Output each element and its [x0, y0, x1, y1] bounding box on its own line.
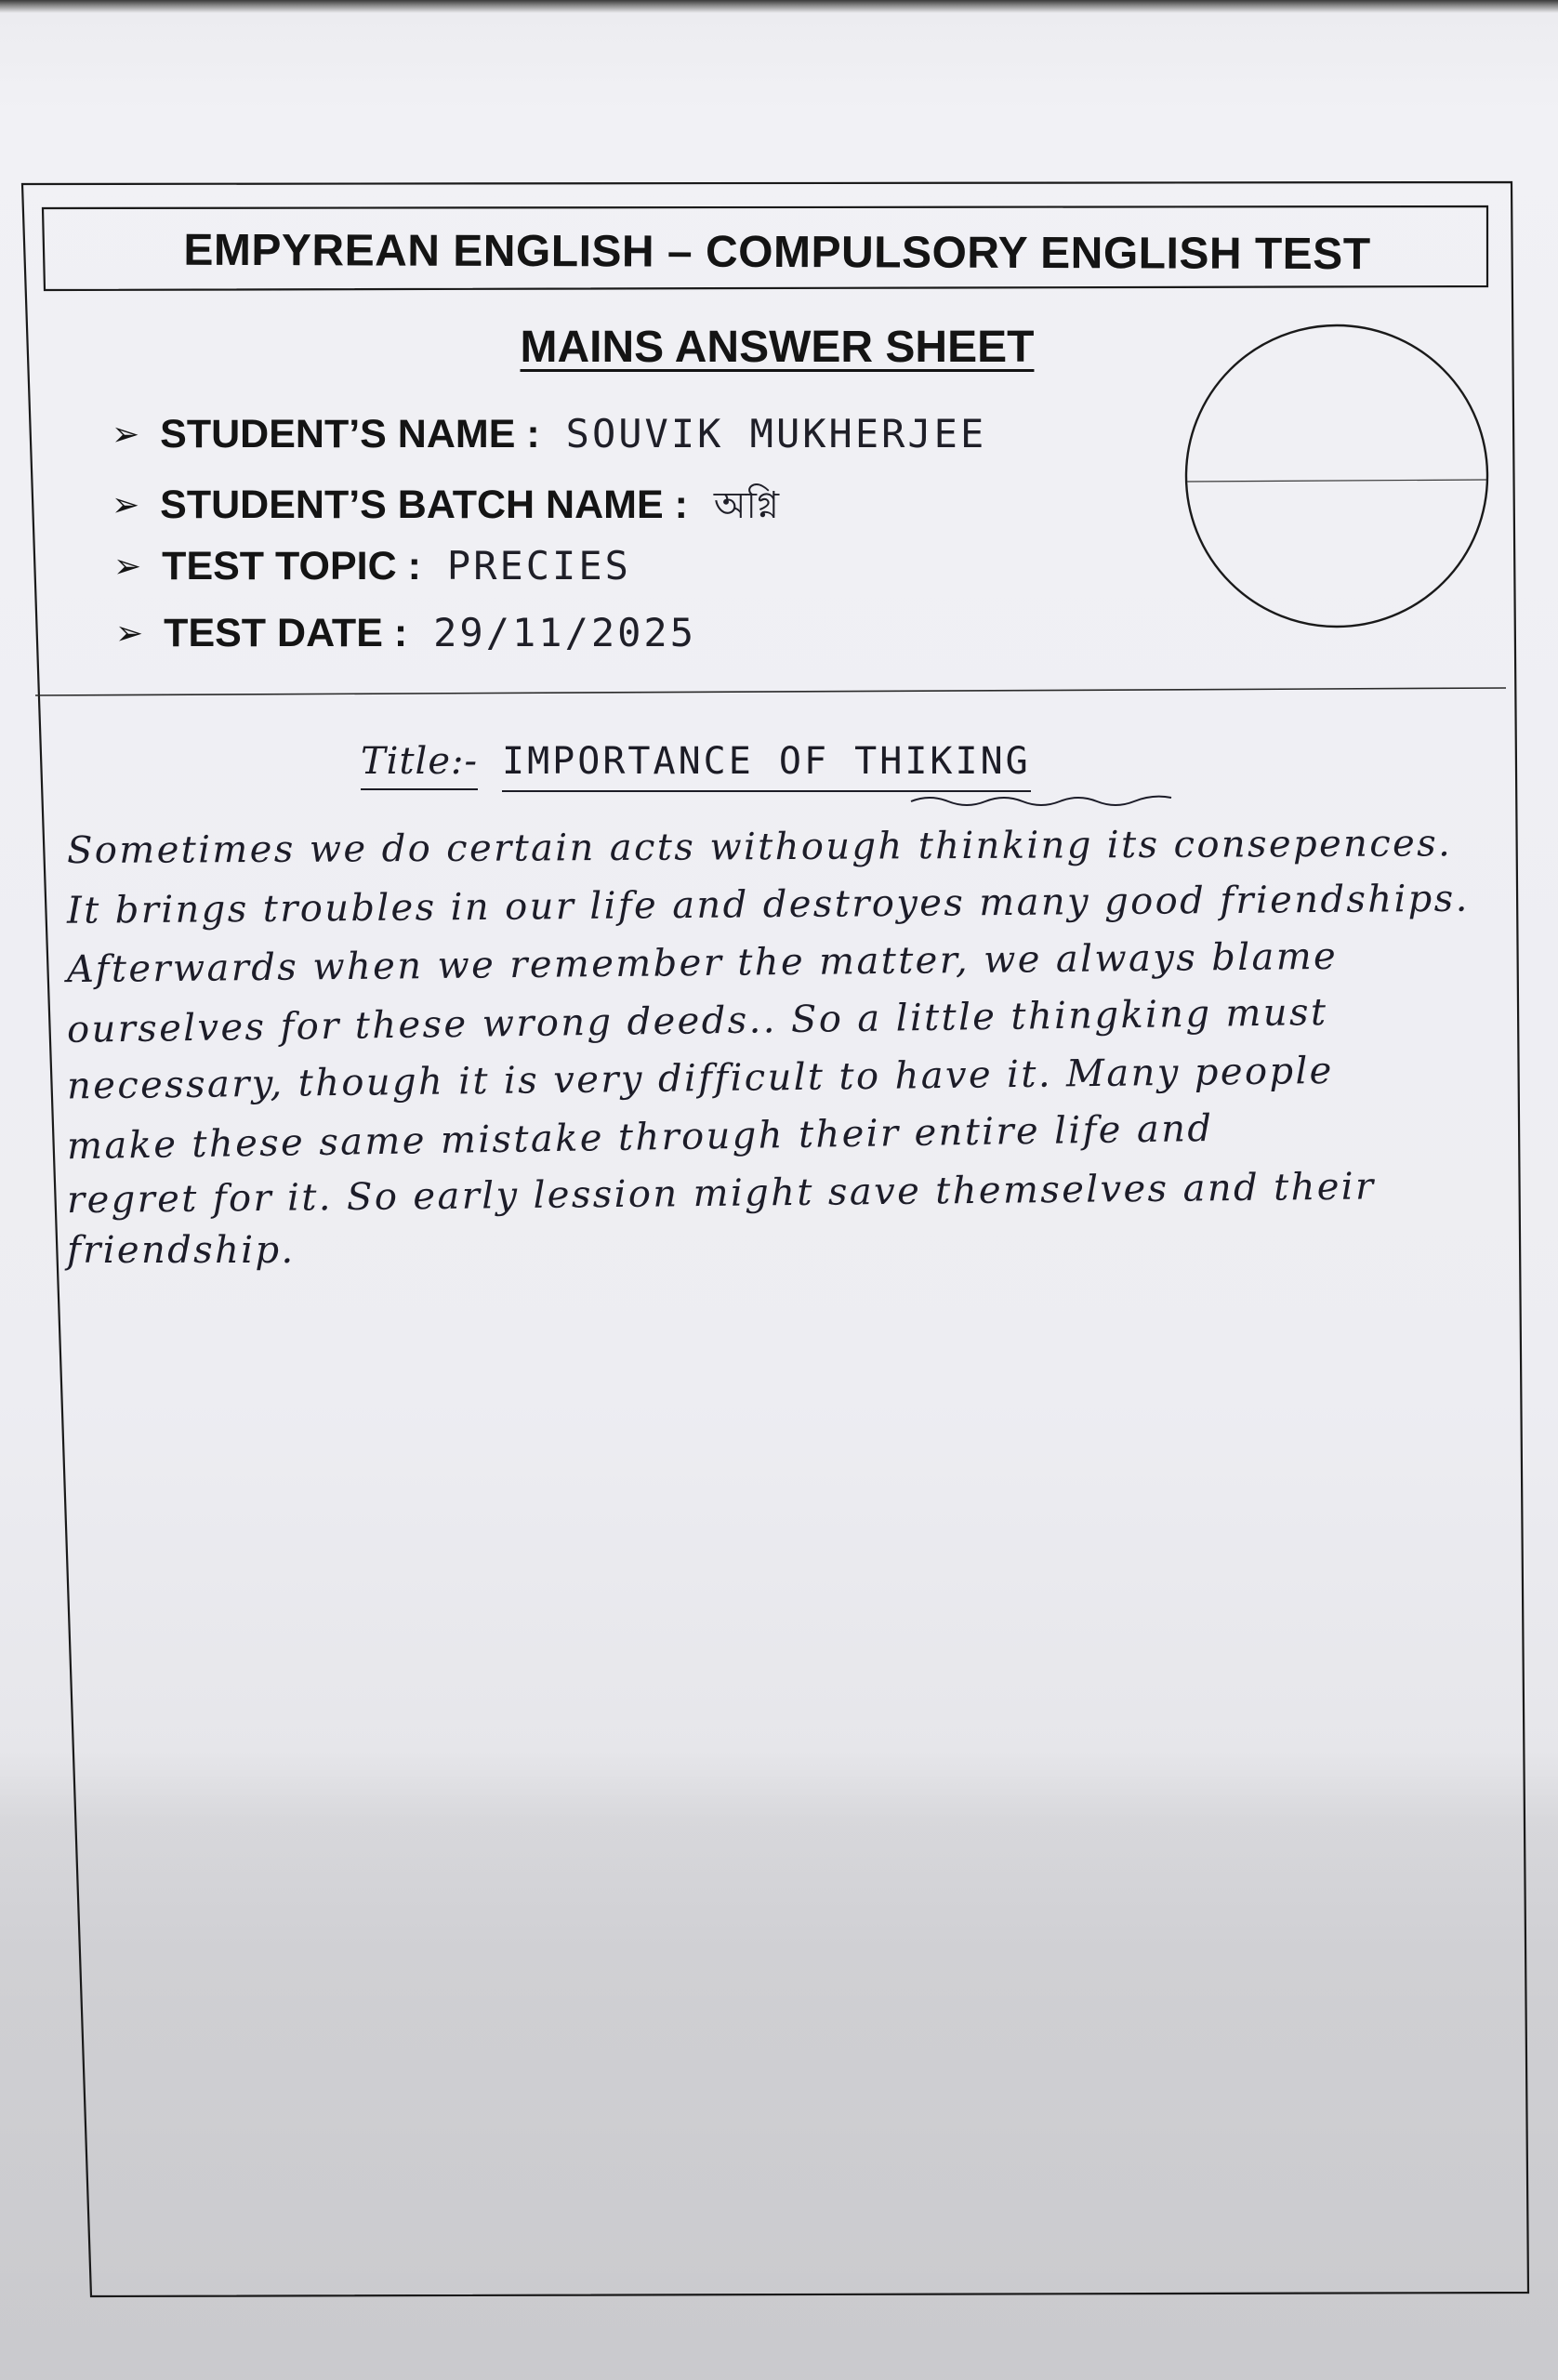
test-topic-label: TEST TOPIC : — [162, 544, 421, 588]
essay-line: Afterwards when we remember the matter, we always blame — [66, 934, 1339, 992]
essay-line: Sometimes we do certain acts withough thinking its consepences. — [66, 822, 1453, 873]
essay-title-value: IMPORTANCE OF THIKING — [502, 740, 1031, 792]
batch-name-field — [112, 476, 779, 538]
student-name-field — [112, 411, 986, 457]
essay-title-label: Title:- — [361, 740, 478, 790]
arrow-bullet-icon: ➢ — [112, 486, 140, 524]
essay-body — [67, 818, 1517, 1279]
essay-line: regret for it. So early lession might save themselves and their — [66, 1165, 1376, 1223]
test-date-field — [115, 610, 696, 656]
essay-line: necessary, though it is very difficult to have it. Many people — [66, 1049, 1334, 1108]
batch-name-value: অগ্নি — [713, 484, 780, 527]
sheet-subtitle-text: MAINS ANSWER SHEET — [520, 323, 1035, 372]
arrow-bullet-icon: ➢ — [113, 548, 142, 586]
test-topic-value: PRECIES — [446, 543, 631, 588]
essay-line: It brings troubles in our life and destroyes many good friendships. — [66, 877, 1470, 932]
marks-circle-icon — [1186, 325, 1487, 627]
student-name-value: SOUVIK MUKHERJEE — [565, 411, 987, 456]
essay-line: ourselves for these wrong deeds.. So a little thingking must — [66, 990, 1328, 1051]
batch-name-label: STUDENT’S BATCH NAME : — [160, 483, 688, 527]
test-date-value: 29/11/2025 — [433, 610, 697, 655]
test-date-label: TEST DATE : — [164, 611, 408, 655]
student-name-label: STUDENT’S NAME : — [160, 412, 540, 456]
test-topic-field — [113, 543, 631, 589]
sheet-subtitle — [45, 325, 1510, 370]
title-underline-flourish — [911, 797, 1171, 805]
header-divider — [35, 688, 1506, 695]
arrow-bullet-icon: ➢ — [115, 615, 144, 653]
essay-line: make these same mistake through their entire life and — [66, 1106, 1214, 1169]
sheet-title: EMPYREAN ENGLISH – COMPULSORY ENGLISH TEST — [183, 225, 1371, 280]
essay-line: friendship. — [67, 1229, 296, 1272]
arrow-bullet-icon: ➢ — [112, 416, 140, 454]
essay-title — [361, 740, 1031, 792]
